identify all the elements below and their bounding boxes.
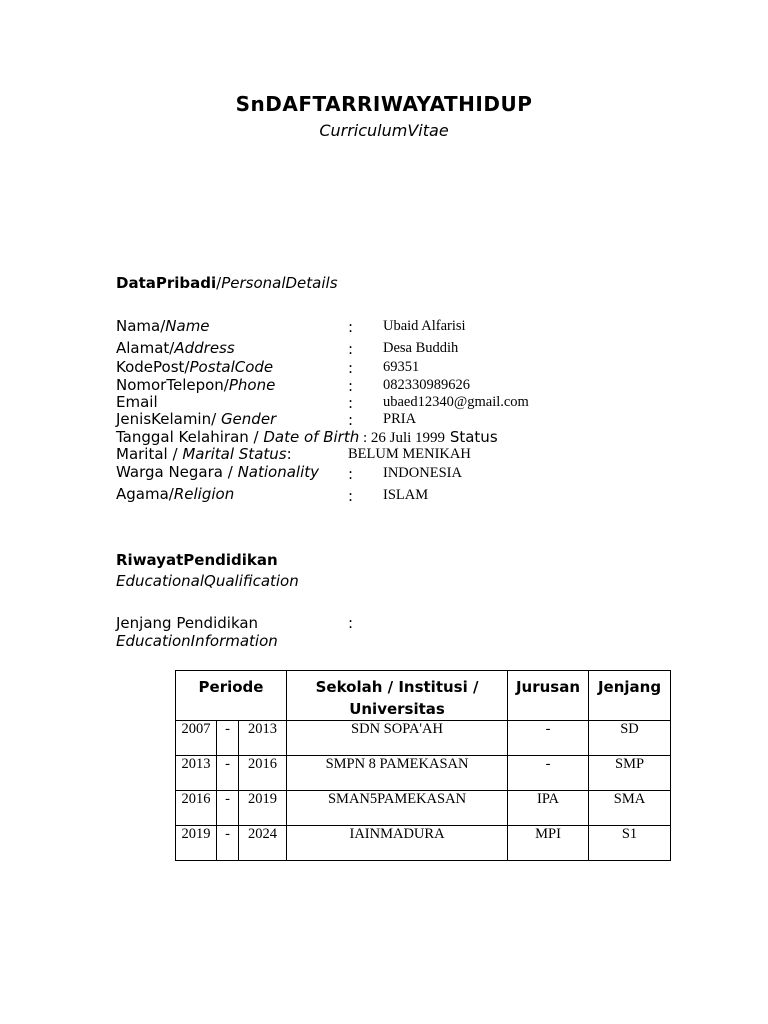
header-sekolah [287,671,508,721]
row-end-year: 2013 [239,721,287,756]
email-label: Email [116,393,158,411]
personal-heading-sep: / [216,274,222,292]
phone-value: 082330989626 [383,377,470,393]
name-colon: : [348,318,354,336]
header-jurusan: Jurusan [508,671,589,721]
table-header-row [176,671,671,721]
row-start-year: 2007 [176,721,217,756]
row-start-year: 2013 [176,756,217,791]
row-school: SMPN 8 PAMEKASAN [287,756,508,791]
row-level: SMP [589,756,671,791]
row-school: IAINMADURA [287,826,508,861]
education-info-label: Jenjang Pendidikan [116,614,259,632]
row-level: SD [589,721,671,756]
status-label: Status [445,428,498,446]
religion-label-id: Agama/ [116,485,174,503]
birth-label-en: Date of Birth [263,428,360,446]
name-label-en: Name [165,317,210,335]
table-row [176,826,671,861]
marital-label-id: Marital / [116,445,183,463]
marital-label-en: Marital Status [182,445,287,463]
birth-label-id: Tanggal Kelahiran / [116,428,264,446]
education-heading-id: RiwayatPendidikan [116,551,278,569]
table-row [176,756,671,791]
row-end-year: 2016 [239,756,287,791]
nationality-label-en: Nationality [237,463,319,481]
education-table [175,670,671,861]
postal-label-id: KodePost/ [116,358,190,376]
nationality-value: INDONESIA [383,465,462,481]
email-colon: : [348,394,354,412]
religion-value: ISLAM [383,487,429,503]
table-row [176,791,671,826]
phone-label [116,376,275,394]
table-row [176,721,671,756]
header-periode: Periode [176,671,287,721]
address-label-en: Address [174,339,235,357]
header-jenjang: Jenjang [589,671,671,721]
postal-label-en: PostalCode [189,358,274,376]
marital-label [116,445,292,463]
personal-heading-id: DataPribadi [116,274,217,292]
address-value: Desa Buddih [383,340,459,356]
row-start-year: 2016 [176,791,217,826]
religion-label [116,485,234,503]
row-major: MPI [508,826,589,861]
gender-label [116,410,276,428]
gender-colon: : [348,411,354,429]
postal-value: 69351 [383,359,420,375]
document-subtitle: CurriculumVitae [319,121,449,140]
marital-colon: : [286,445,292,463]
education-info-colon: : [348,614,354,632]
gender-label-en: Gender [220,410,277,428]
row-major: - [508,721,589,756]
row-dash: - [217,826,239,861]
row-major: IPA [508,791,589,826]
email-value: ubaed12340@gmail.com [383,394,529,410]
postal-label [116,358,273,376]
nationality-colon: : [348,465,354,483]
row-end-year: 2019 [239,791,287,826]
nationality-label [116,463,319,481]
name-label [116,317,210,335]
phone-label-en: Phone [228,376,276,394]
row-dash: - [217,756,239,791]
address-label [116,339,235,357]
header-sekolah-line2: Universitas [349,700,445,718]
row-major: - [508,756,589,791]
nationality-label-id: Warga Negara / [116,463,238,481]
education-heading-en: EducationalQualification [116,572,299,590]
address-label-id: Alamat/ [116,339,175,357]
gender-label-id: JenisKelamin/ [116,410,221,428]
phone-label-id: NomorTelepon/ [116,376,229,394]
row-dash: - [217,721,239,756]
row-school: SMAN5PAMEKASAN [287,791,508,826]
name-label-id: Nama/ [116,317,166,335]
birth-value: : 26 Juli 1999 [359,430,446,446]
personal-heading-en: PersonalDetails [221,274,338,292]
education-heading [116,551,278,569]
marital-value: BELUM MENIKAH [348,446,471,462]
religion-label-en: Religion [173,485,235,503]
name-value: Ubaid Alfarisi [383,318,466,334]
row-end-year: 2024 [239,826,287,861]
religion-colon: : [348,487,354,505]
personal-details-heading [116,274,338,292]
document-title: SnDAFTARRIWAYATHIDUP [235,92,533,116]
address-colon: : [348,340,354,358]
row-dash: - [217,791,239,826]
row-start-year: 2019 [176,826,217,861]
phone-colon: : [348,377,354,395]
row-level: S1 [589,826,671,861]
row-school: SDN SOPA'AH [287,721,508,756]
row-level: SMA [589,791,671,826]
gender-value: PRIA [383,411,417,427]
postal-colon: : [348,359,354,377]
header-sekolah-line1: Sekolah / Institusi / [315,678,479,696]
education-info-label-en: EducationInformation [116,632,278,650]
